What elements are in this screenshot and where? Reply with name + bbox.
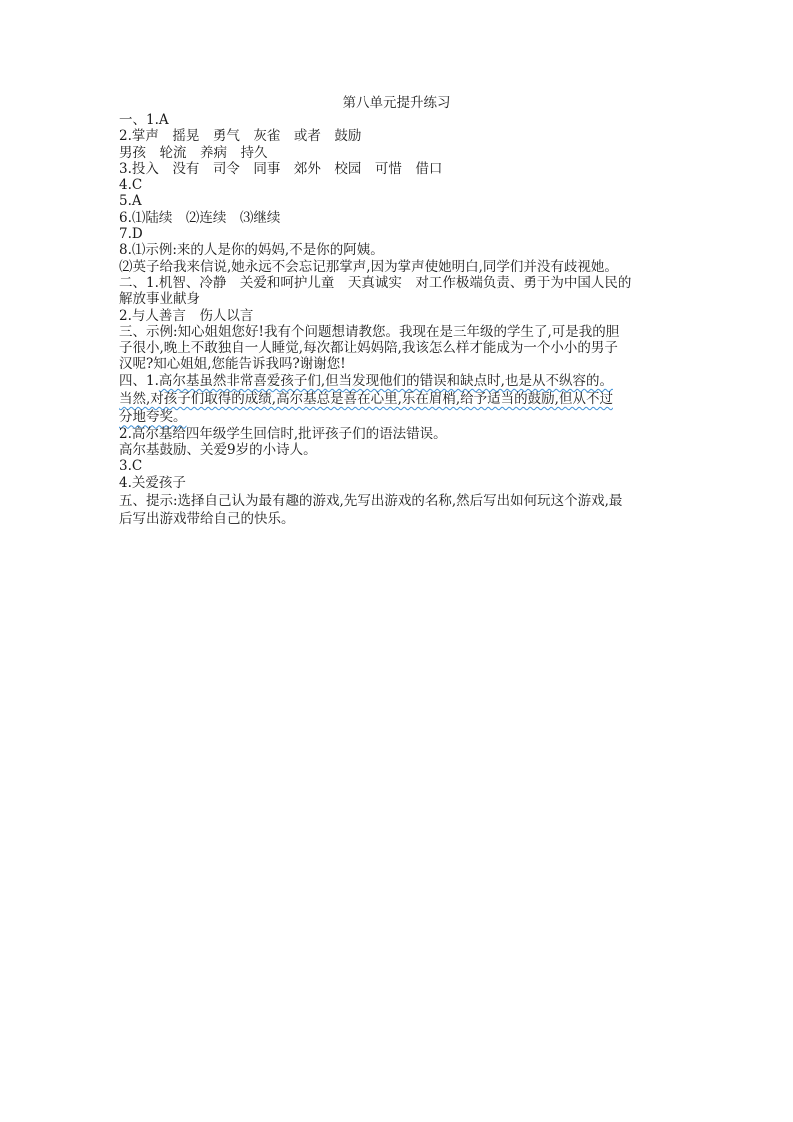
answer-line-22: 3.C [119,458,143,475]
answer-line-6: 5.A [119,193,142,210]
wavy-underlined-sentence-3: 分地夸奖。 [119,409,187,426]
answer-line-21: 高尔基鼓励、关爱9岁的小诗人。 [119,441,317,458]
answer-line-19 [119,409,679,425]
answer-content [119,112,679,527]
answer-line-12: 解放事业献身 [119,291,200,308]
answer-line-15: 子很小,晚上不敢独自一人睡觉,每次都让妈妈陪,我该怎么样才能成为一个小小的男子 [119,340,618,357]
answer-line-18 [119,391,679,407]
answer-line-16: 汉呢?知心姐姐,您能告诉我吗?谢谢您! [119,356,346,373]
page-title: 第八单元提升练习 [342,95,451,111]
answer-line-3: 男孩 轮流 养病 持久 [119,144,268,161]
answer-line-25: 后写出游戏带给自己的快乐。 [119,511,295,528]
answer-line-11: 二、1.机智、冷静 关爱和呵护儿童 天真诚实 对工作极端负责、勇于为中国人民的 [119,274,632,291]
wavy-underlined-sentence-1: 高尔基虽然非常喜爱孩子们,但当发现他们的错误和缺点时,也是从不纵容的。 [158,372,613,389]
section-four-prefix: 四、1. [119,372,159,389]
answer-line-8: 7.D [119,226,143,243]
answer-line-17 [119,373,679,389]
answer-line-1: 一、1.A [119,112,169,128]
answer-line-13: 2.与人善言 伤人以言 [119,307,254,324]
answer-line-9: 8.⑴示例:来的人是你的妈妈,不是你的阿姨。 [119,242,384,259]
answer-line-4: 3.投入 没有 司令 同事 郊外 校园 可惜 借口 [119,160,443,177]
answer-line-2: 2.掌声 摇晃 勇气 灰雀 或者 鼓励 [119,128,362,145]
answer-line-5: 4.C [119,177,143,194]
answer-line-10: ⑵英子给我来信说,她永远不会忘记那掌声,因为掌声使她明白,同学们并没有歧视她。 [119,258,618,275]
answer-line-23: 4.关爱孩子 [119,474,186,491]
answer-line-14: 三、示例:知心姐姐您好!我有个问题想请教您。我现在是三年级的学生了,可是我的胆 [119,323,620,340]
answer-line-24: 五、提示:选择自己认为最有趣的游戏,先写出游戏的名称,然后写出如何玩这个游戏,最 [119,492,623,509]
wavy-underlined-sentence-2: 当然,对孩子们取得的成绩,高尔基总是喜在心里,乐在眉梢,给予适当的鼓励,但从不过 [119,391,613,408]
answer-line-7: 6.⑴陆续 ⑵连续 ⑶继续 [119,209,281,226]
answer-line-20: 2.高尔基给四年级学生回信时,批评孩子们的语法错误。 [119,425,447,442]
